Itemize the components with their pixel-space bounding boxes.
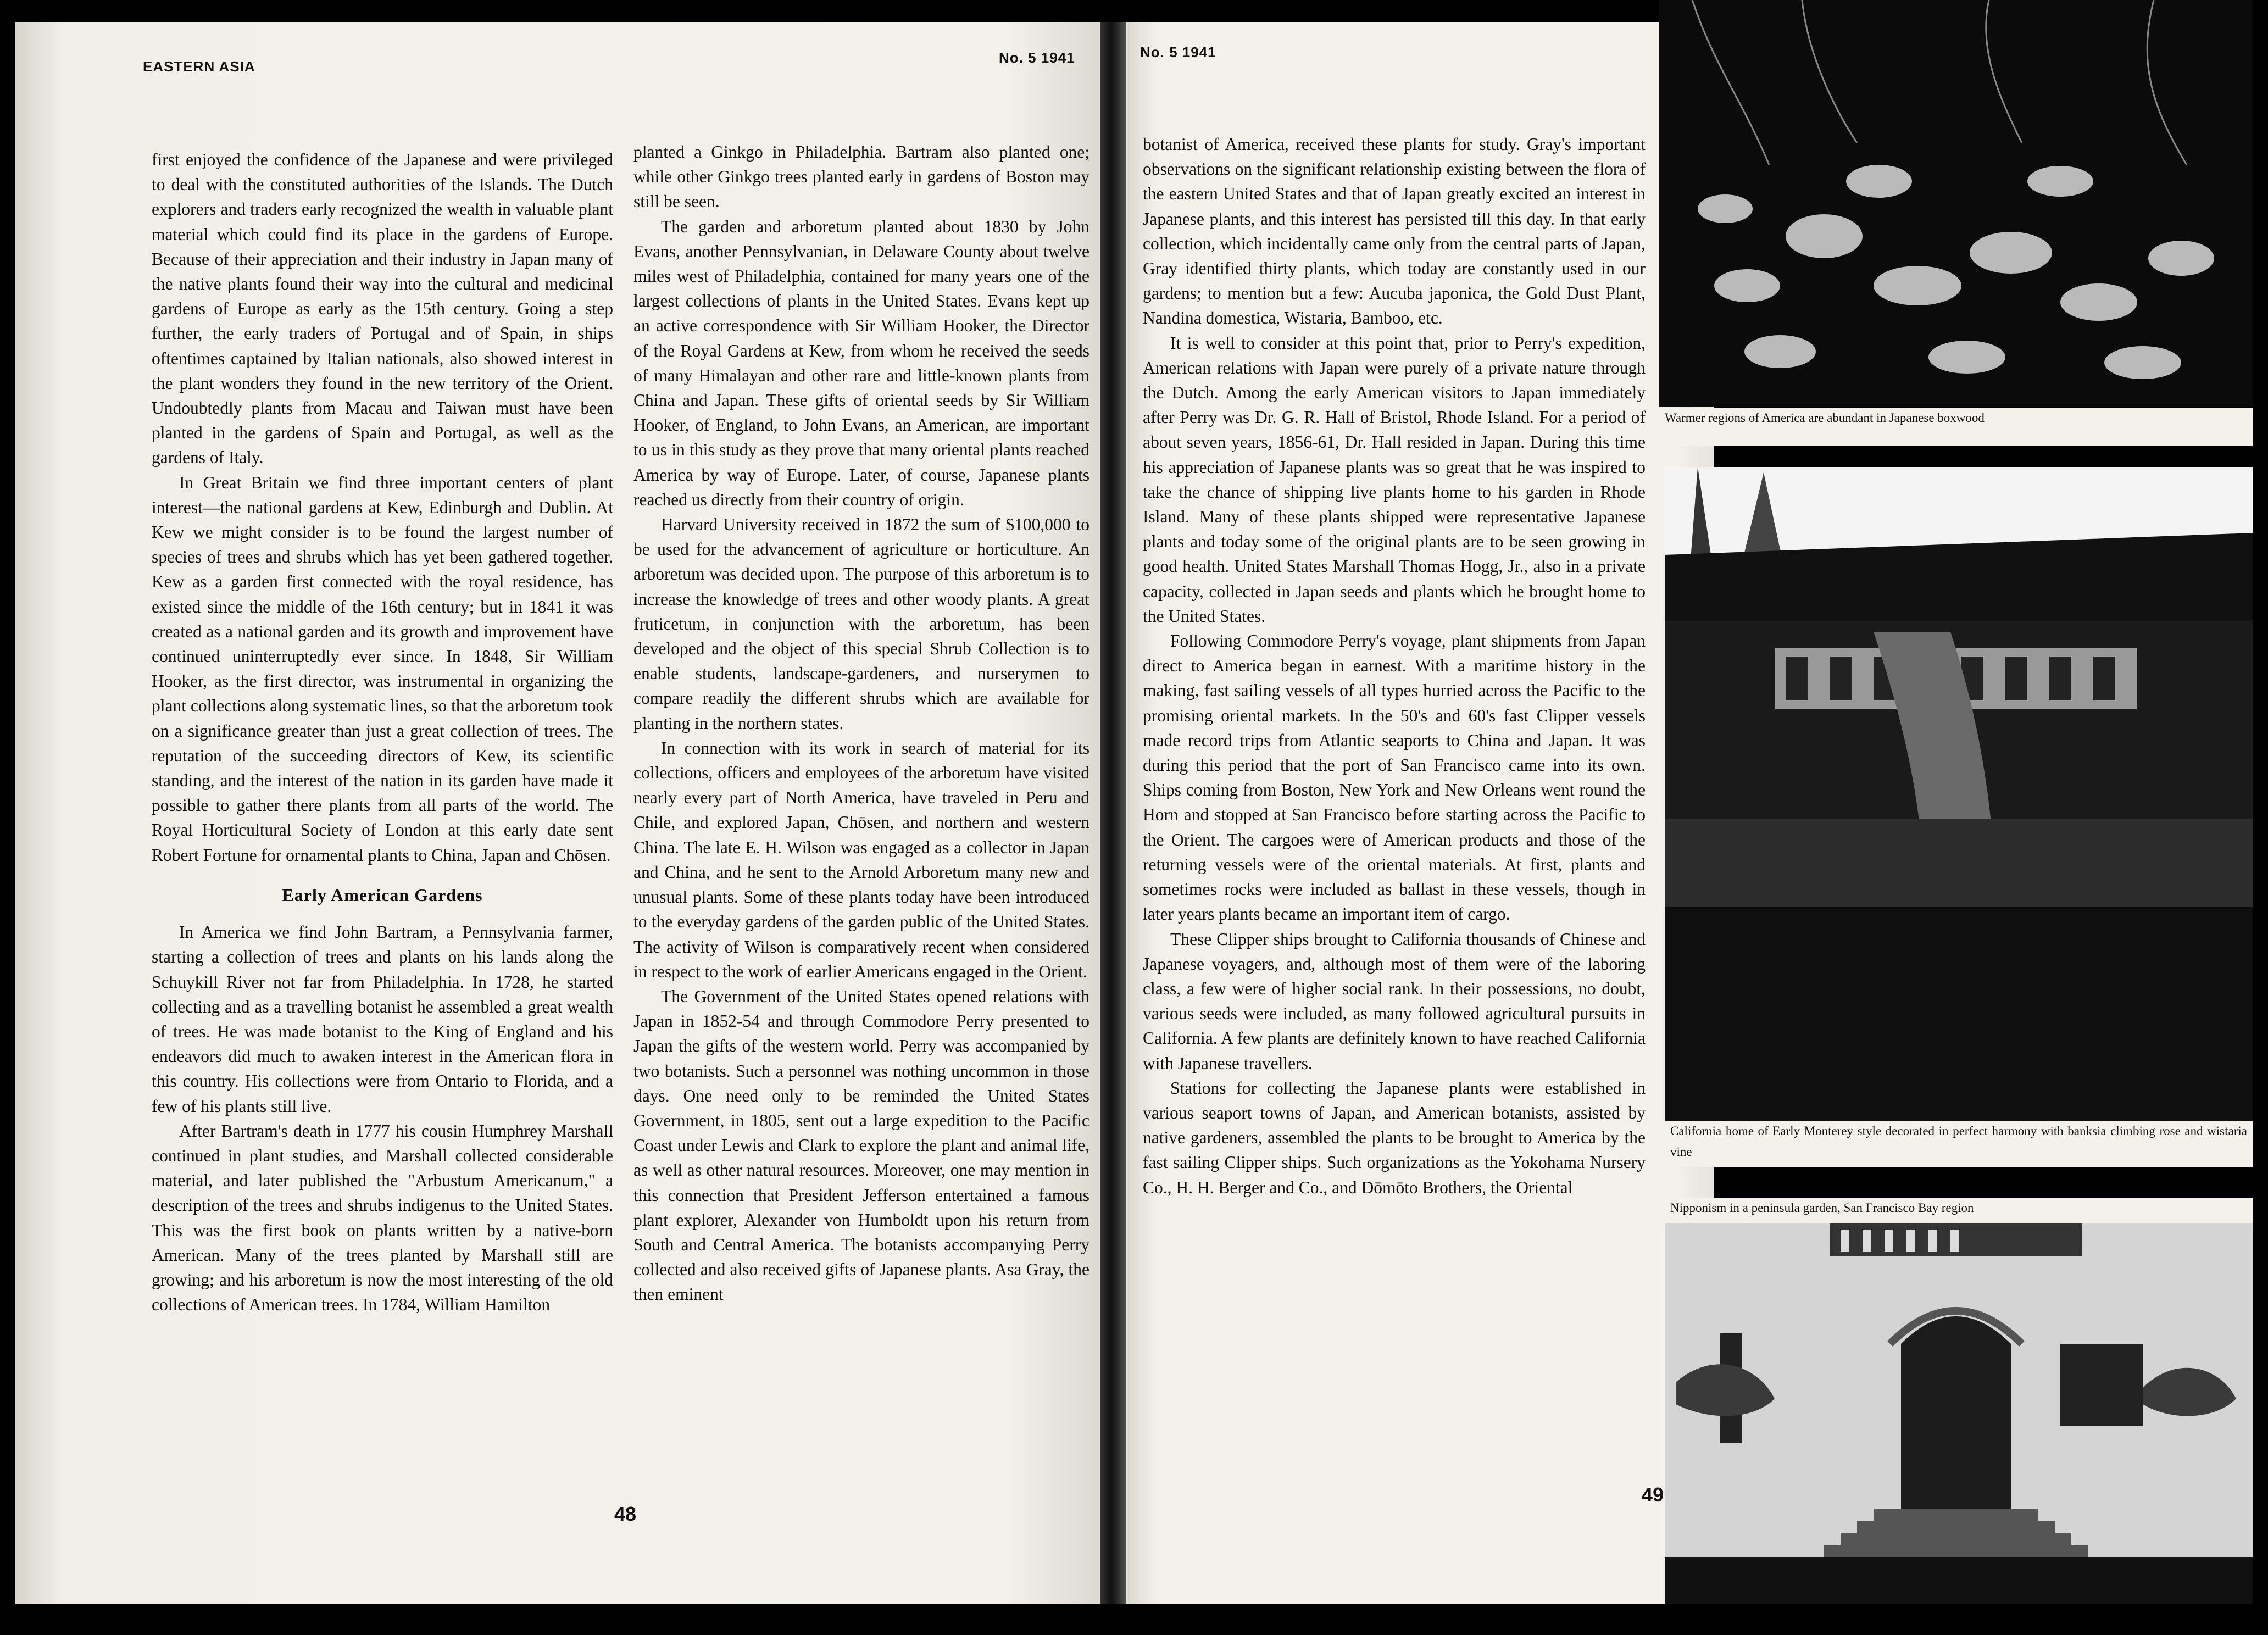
column-1 [152, 147, 613, 1317]
photo-boxwood [1659, 0, 2253, 407]
photo-caption-2: California home of Early Monterey style decorated in perfect harmony with banksia climbing rose and wistaria vine [1665, 1121, 2253, 1167]
paragraph: In connection with its work in search of material for its collections, officers and employees of the arboretum have visited nearly every part of North America, have traveled in Peru and Chile, and explored Japan, Chōsen, and northern and western China. The late E. H. Wilson was engaged as a collector in Japan and China, and he sent to the Arnold Arboretum many new and unusual plants. Some of these plants today have been introduced to the everyday gardens of the garden public of the United States. The activity of Wilson is comparatively recent when considered in respect to the work of earlier Americans engaged in the Orient. [633, 738, 1089, 981]
paragraph: Stations for collecting the Japanese plants were established in various seaport towns of Japan, and American botanists, assisted by native gardeners, assembled the plants to be brought to America by the fast sailing Clipper ships. Such organizations as the Yokohama Nursery Co., H. H. Berger and Co., and Dōmōto Brothers, the Oriental [1143, 1078, 1646, 1197]
photo-monterey-home [1665, 467, 2253, 1121]
book-spine [1100, 22, 1126, 1604]
paragraph: It is well to consider at this point that, prior to Perry's expedition, American relations with Japan were purely of a private nature through the Dutch. Among the early American visitors to Japan immediately after Perry was Dr. G. R. Hall of Bristol, Rhode Island. For a period of about seven years, 1856-61, Dr. Hall resided in Japan. During this time his appreciation of Japanese plants was so great that he was inspired to take the chance of shipping live plants home to his garden in Rhode Island. Many of these plants shipped were representative Japanese plants and today some of the original plants are to be seen growing in good health. United States Marshall Thomas Hogg, Jr., also in a private capacity, collected in Japan seeds and plants which he brought home to the United States. [1143, 333, 1646, 626]
paragraph: botanist of America, received these plants for study. Gray's important observations on the significant relationship existing between the flora of the eastern United States and that of Japan greatly excited an interest in Japanese plants, and this interest has persisted till this day. In that early collection, which incidentally came only from the central parts of Japan, Gray identified thirty plants, which today are constantly used in our gardens; to mention but a few: Aucuba japonica, the Gold Dust Plant, Nandina domestica, Wistaria, Bamboo, etc. [1143, 135, 1646, 328]
paragraph: These Clipper ships brought to California thousands of Chinese and Japanese voyagers, and, although most of them were of the laboring class, a few were of higher social rank. In their possessions, no doubt, various seeds were included, as many followed agricultural pursuits in California. A few plants are definitely known to have reached California with Japanese travellers. [1143, 929, 1646, 1073]
photo-caption-3: Nipponism in a peninsula garden, San Francisco Bay region [1665, 1198, 2253, 1223]
paragraph: In America we find John Bartram, a Pennsylvania farmer, starting a collection of trees and plants on his lands along the Schuykill River not far from Philadelphia. In 1728, he started collecting and as a travelling botanist he assembled a great wealth of trees. He was made botanist to the King of England and his endeavors did much to awaken interest in the American flora in this country. His collections were from Ontario to Florida, and a few of his plants still live. [152, 922, 613, 1116]
right-page [1126, 22, 1714, 1604]
paragraph: first enjoyed the confidence of the Japanese and were privileged to deal with the constituted authorities of the Islands. The Dutch explorers and traders early recognized the wealth in valuable plant material which could find its place in the gardens of Europe. Because of their appreciation and their industry in Japan many of the native plants found their way into the cultural and medicinal gardens of Europe as early as the 15th century. Going a step further, the early traders of Portugal and of Spain, in ships oftentimes captained by Italian nationals, also showed interest in the plant wonders they found in the new territory of the Orient. Undoubtedly plants from Macau and Taiwan must have been planted in the gardens of Spain and Portugal, as well as the gardens of Italy. [152, 150, 613, 468]
issue-label-right: No. 5 1941 [1140, 44, 1216, 60]
photo-peninsula-garden [1665, 1223, 2253, 1604]
column-3 [1143, 132, 1646, 1200]
paragraph: The Government of the United States opened relations with Japan in 1852-54 and through Commodore Perry presented to Japan the gifts of the western world. Perry was accompanied by two botanists. Such a personnel was nothing uncommon in those days. One need only to be reminded the United States Government, in 1805, sent out a large expedition to the Pacific Coast under Lewis and Clark to explore the plant and animal life, as well as other natural resources. Moreover, one may mention in this connection that President Jefferson entertained a famous plant explorer, Alexander von Humboldt upon his return from South and Central America. The botanists accompanying Perry collected and also received gifts of Japanese plants. Asa Gray, the then eminent [633, 986, 1089, 1304]
paragraph: Harvard University received in 1872 the sum of $100,000 to be used for the advancement of agriculture or horticulture. An arboretum was decided upon. The purpose of this arboretum is to increase the knowledge of trees and other woody plants. A great fruticetum, in conjunction with the arboretum, has been developed and the object of this special Shrub Collection is to enable students, landscape-gardeners, and nurserymen to compare readily the different shrubs which are available for planting in the northern states. [633, 515, 1089, 733]
paragraph: In Great Britain we find three important centers of plant interest—the national gardens at Kew, Edinburgh and Dublin. At Kew we might consider is to be found the largest number of species of trees and shrubs which has yet been gathered together. Kew as a garden first connected with the royal residence, has existed since the middle of the 16th century; but in 1841 it was created as a national garden and its growth and improvement have continued uninterruptedly ever since. In 1848, Sir William Hooker, as the first director, was instrumental in organizing the plant collections along systematic lines, so that the arboretum took on a significance greater than just a great collection of trees. The reputation of the succeeding directors of Kew, its scientific standing, and the interest of the nation in its garden have made it possible to gather there plants from all parts of the world. The Royal Horticultural Society of London at this early date sent Robert Fortune for ornamental plants to China, Japan and Chōsen. [152, 472, 613, 865]
paragraph: The garden and arboretum planted about 1830 by John Evans, another Pennsylvanian, in Delaware County about twelve miles west of Philadelphia, contained for many years one of the largest collections of plants in the United States. Evans kept up an active correspondence with Sir William Hooker, the Director of the Royal Gardens at Kew, from whom he received the seeds of many Himalayan and other rare and little-known plants from China and Japan. These gifts of oriental seeds by Sir William Hooker, of England, to John Evans, an American, are important to us in this study as they prove that many oriental plants reached America by way of Europe. Later, of course, Japanese plants reached us directly from their country of origin. [633, 216, 1089, 509]
left-page [15, 22, 1100, 1604]
paragraph: Following Commodore Perry's voyage, plant shipments from Japan direct to America began in earnest. With a maritime history in the making, fast sailing vessels of all types hurried across the Pacific to the promising oriental markets. In the 50's and 60's fast Clipper vessels made record trips from Atlantic seaports to China and Japan. It was during this period that the port of San Francisco came into its own. Ships coming from Boston, New York and New Orleans went round the Horn and stopped at San Francisco before starting across the Pacific to the Orient. The cargoes were of American products and those of the returning vessels were of the oriental materials. At first, plants and sometimes rocks were included as ballast in these vessels, though in later years plants became an important item of cargo. [1143, 631, 1646, 924]
paragraph: planted a Ginkgo in Philadelphia. Bartram also planted one; while other Ginkgo trees planted early in gardens of Boston may still be seen. [633, 142, 1089, 212]
page-number: 48 [614, 1503, 637, 1525]
issue-label: No. 5 1941 [999, 49, 1075, 66]
page-number-right: 49 [1642, 1483, 1664, 1506]
paragraph: After Bartram's death in 1777 his cousin Humphrey Marshall continued in plant studies, and Marshall collected considerable material, and later published the "Arbustum Americanum," a description of the trees and shrubs indigenus to the United States. This was the first book on plants written by a native-born American. Many of the trees planted by Marshall still are growing; and his arboretum is now the most interesting of the old collections of American trees. In 1784, William Hamilton [152, 1121, 613, 1315]
photo-caption-1: Warmer regions of America are abundant in Japanese boxwood [1659, 408, 2253, 446]
running-header-left: EASTERN ASIA [143, 58, 255, 75]
section-heading: Early American Gardens [282, 885, 483, 905]
column-2 [633, 140, 1089, 1307]
